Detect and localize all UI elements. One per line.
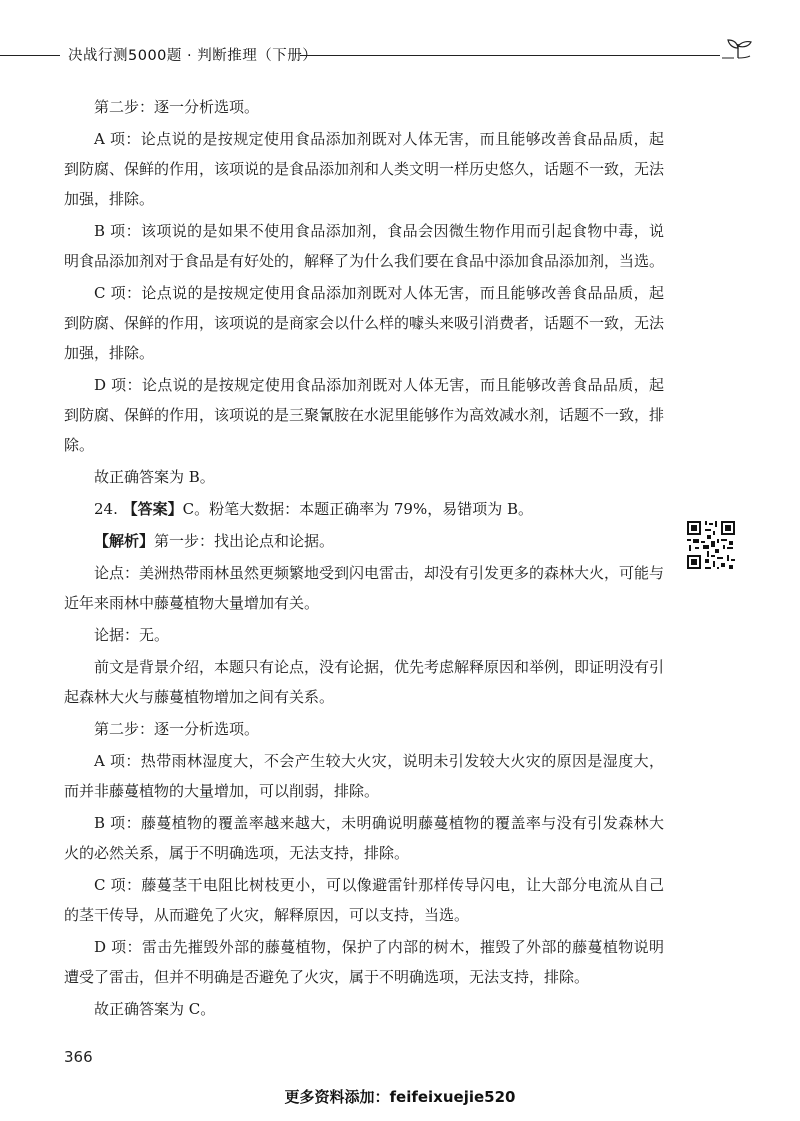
header-rule-left (0, 55, 60, 56)
paragraph: C 项：论点说的是按规定使用食品添加剂既对人体无害，而且能够改善食品品质，起到防腐、保鲜的作用，该项说的是商家会以什么样的噱头来吸引消费者，话题不一致，无法加强，排除。 (64, 284, 665, 362)
footer-note: 更多资料添加：feifeixuejie520 (284, 1088, 516, 1106)
paragraph: A 项：热带雨林湿度大，不会产生较大火灾，说明未引发较大火灾的原因是湿度大，而并非藤蔓植物的大量增加，可以削弱，排除。 (64, 752, 664, 800)
analysis-line (64, 526, 664, 556)
paragraph: 第二步：逐一分析选项。 (94, 720, 260, 738)
book-title: 决战行测5000题 · 判断推理（下册） (68, 48, 318, 64)
paragraph: 故正确答案为 C。 (94, 1000, 216, 1018)
paragraph: B 项：藤蔓植物的覆盖率越来越大，未明确说明藤蔓植物的覆盖率与没有引发森林大火的必然关系，属于不明确选项，无法支持，排除。 (64, 814, 664, 862)
paragraph: D 项：论点说的是按规定使用食品添加剂既对人体无害，而且能够改善食品品质，起到防腐、保鲜的作用，该项说的是三聚氰胺在水泥里能够作为高效减水剂，话题不一致，排除。 (64, 376, 665, 454)
analysis-text: 第一步：找出论点和论据。 (154, 532, 335, 550)
paragraph: 前文是背景介绍，本题只有论点，没有论据，优先考虑解释原因和举例，即证明没有引起森林大火与藤蔓植物增加之间有关系。 (64, 658, 665, 706)
answer-label: 【答案】 (122, 500, 183, 518)
sprout-icon (720, 36, 756, 64)
paragraph: D 项：雷击先摧毁外部的藤蔓植物，保护了内部的树木，摧毁了外部的藤蔓植物说明遭受了雷击，但并不明确是否避免了火灾，属于不明确选项，无法支持，排除。 (64, 938, 664, 986)
question-number: 24. (94, 500, 123, 518)
paragraph: 故正确答案为 B。 (94, 468, 215, 486)
analysis-label: 【解析】 (94, 532, 155, 550)
header-rule-right (300, 55, 720, 56)
paragraph: C 项：藤蔓茎干电阻比树枝更小，可以像避雷针那样传导闪电，让大部分电流从自己的茎干传导，从而避免了火灾，解释原因，可以支持，当选。 (64, 876, 664, 924)
paragraph: 论据：无。 (94, 626, 170, 644)
running-header (0, 40, 800, 70)
body-text (64, 92, 664, 1024)
answer-text: C。粉笔大数据：本题正确率为 79%，易错项为 B。 (182, 500, 534, 518)
paragraph: A 项：论点说的是按规定使用食品添加剂既对人体无害，而且能够改善食品品质，起到防腐、保鲜的作用，该项说的是食品添加剂和人类文明一样历史悠久，话题不一致，无法加强，排除。 (64, 130, 665, 208)
qr-code-icon[interactable] (685, 519, 737, 571)
page-number: 366 (64, 1048, 93, 1066)
paragraph: B 项：该项说的是如果不使用食品添加剂，食品会因微生物作用而引起食物中毒，说明食品添加剂对于食品是有好处的，解释了为什么我们要在食品中添加食品添加剂，当选。 (64, 222, 665, 270)
paragraph: 论点：美洲热带雨林虽然更频繁地受到闪电雷击，却没有引发更多的森林大火，可能与近年来雨林中藤蔓植物大量增加有关。 (64, 564, 665, 612)
paragraph: 第二步：逐一分析选项。 (94, 98, 260, 116)
answer-line (64, 494, 664, 524)
